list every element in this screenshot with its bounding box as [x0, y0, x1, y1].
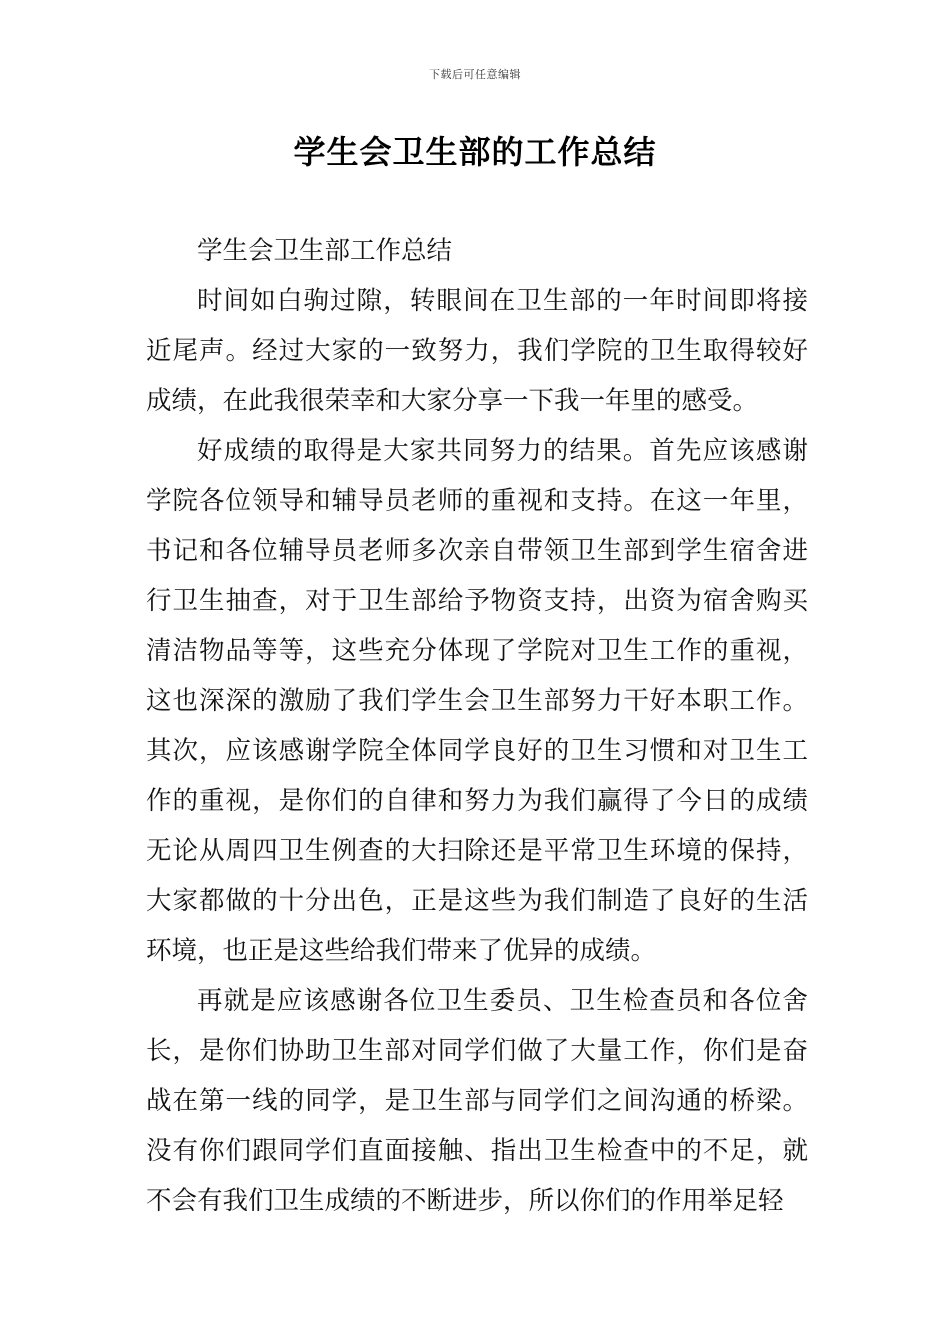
document-title: 学生会卫生部的工作总结: [293, 133, 657, 171]
document-body: [146, 226, 808, 1226]
paragraph: 好成绩的取得是大家共同努力的结果。首先应该感谢学院各位领导和辅导员老师的重视和支持。在这一年里，书记和各位辅导员老师多次亲自带领卫生部到学生宿舍进行卫生抽查，对于卫生部给予物资支持，出资为宿舍购买清洁物品等等，这些充分体现了学院对卫生工作的重视，这也深深的激励了我们学生会卫生部努力干好本职工作。其次，应该感谢学院全体同学良好的卫生习惯和对卫生工作的重视，是你们的自律和努力为我们赢得了今日的成绩无论从周四卫生例查的大扫除还是平常卫生环境的保持，大家都做的十分出色，正是这些为我们制造了良好的生活环境，也正是这些给我们带来了优异的成绩。: [146, 436, 808, 966]
paragraph: 时间如白驹过隙，转眼间在卫生部的一年时间即将接近尾声。经过大家的一致努力，我们学院的卫生取得较好成绩，在此我很荣幸和大家分享一下我一年里的感受。: [146, 286, 808, 416]
paragraph: 再就是应该感谢各位卫生委员、卫生检查员和各位舍长，是你们协助卫生部对同学们做了大量工作，你们是奋战在第一线的同学，是卫生部与同学们之间沟通的桥梁。没有你们跟同学们直面接触、指出卫生检查中的不足，就不会有我们卫生成绩的不断进步，所以你们的作用举足轻: [146, 986, 808, 1216]
paragraph-subtitle: 学生会卫生部工作总结: [197, 236, 453, 266]
header-note: 下载后可任意编辑: [429, 68, 521, 81]
